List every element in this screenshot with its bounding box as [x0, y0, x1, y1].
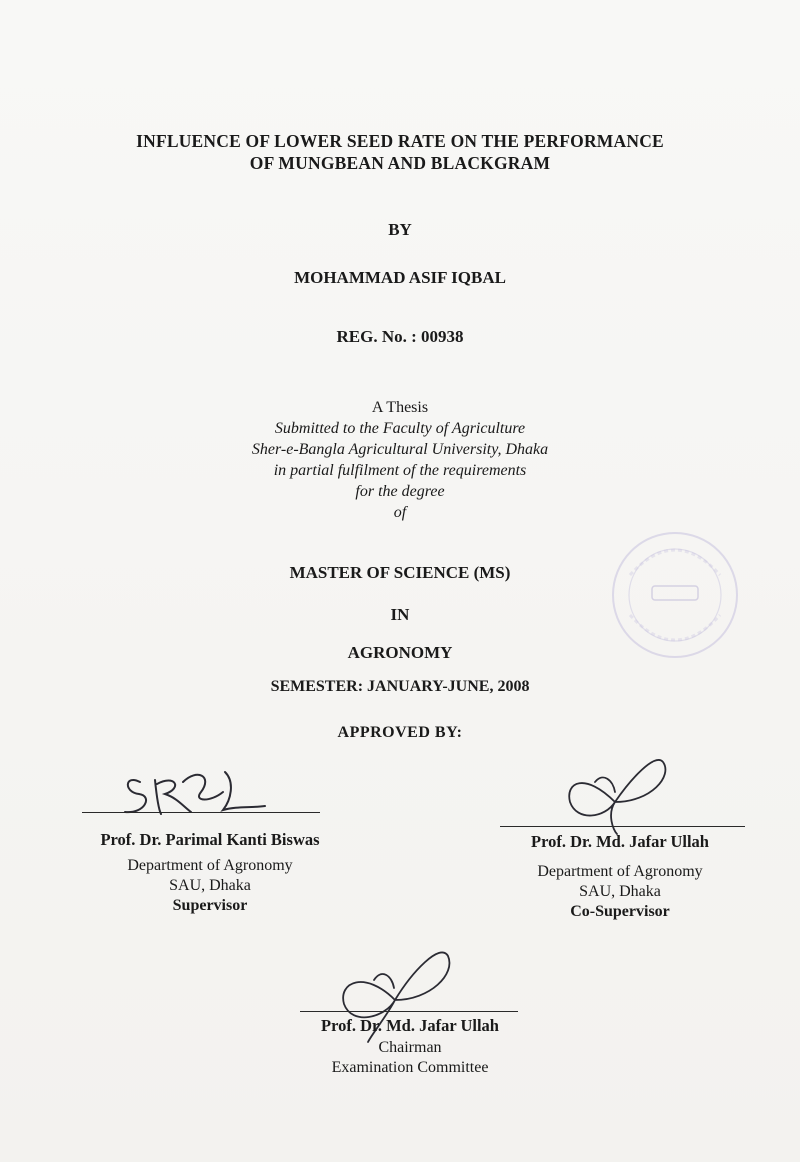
- semester: SEMESTER: JANUARY-JUNE, 2008: [270, 678, 530, 695]
- supervisor-block: [70, 830, 350, 916]
- supervisor-signature-line: [82, 812, 320, 813]
- examination-committee: Examination Committee: [331, 1059, 489, 1076]
- university-seal-stamp: [600, 520, 750, 670]
- chairman-block: [270, 1016, 550, 1078]
- co-supervisor-block: [480, 832, 760, 922]
- co-supervisor-name: Prof. Dr. Md. Jafar Ullah: [531, 832, 709, 851]
- thesis-line: Submitted to the Faculty of Agriculture: [274, 420, 526, 437]
- chairman-name: Prof. Dr. Md. Jafar Ullah: [321, 1016, 499, 1035]
- co-supervisor-signature-line: [500, 826, 745, 827]
- thesis-line: of: [393, 504, 407, 521]
- by-label: BY: [388, 220, 412, 239]
- supervisor-role: Supervisor: [172, 897, 248, 914]
- thesis-title: [0, 130, 800, 174]
- supervisor-signature: [105, 762, 305, 822]
- thesis-statement: [0, 397, 800, 523]
- degree-name: MASTER OF SCIENCE (MS): [289, 563, 511, 582]
- thesis-title-line-1: INFLUENCE OF LOWER SEED RATE ON THE PERFORMANCE: [136, 131, 664, 151]
- author-name: MOHAMMAD ASIF IQBAL: [294, 268, 506, 287]
- thesis-line: Sher-e-Bangla Agricultural University, Dhaka: [251, 441, 549, 458]
- in-label: IN: [390, 605, 410, 624]
- chairman-signature-line: [300, 1011, 518, 1012]
- co-supervisor-department: Department of Agronomy: [537, 863, 703, 880]
- approved-by-label: APPROVED BY:: [337, 724, 463, 741]
- co-supervisor-institution: SAU, Dhaka: [579, 883, 661, 900]
- co-supervisor-signature: [555, 742, 675, 842]
- co-supervisor-role: Co-Supervisor: [570, 903, 670, 920]
- thesis-heading: A Thesis: [371, 399, 429, 416]
- subject-name: AGRONOMY: [347, 643, 453, 662]
- thesis-title-line-2: OF MUNGBEAN AND BLACKGRAM: [249, 153, 551, 173]
- chairman-role: Chairman: [378, 1039, 442, 1056]
- supervisor-name: Prof. Dr. Parimal Kanti Biswas: [100, 830, 320, 849]
- thesis-line: for the degree: [355, 483, 445, 500]
- thesis-line: in partial fulfilment of the requirements: [273, 462, 527, 479]
- registration-number: REG. No. : 00938: [336, 327, 464, 346]
- supervisor-department: Department of Agronomy: [127, 857, 293, 874]
- supervisor-institution: SAU, Dhaka: [169, 877, 251, 894]
